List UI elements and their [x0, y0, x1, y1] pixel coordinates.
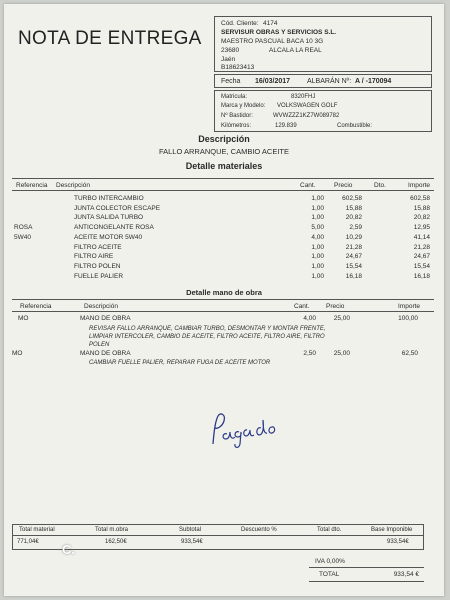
albaran-number: A / -170094	[355, 78, 392, 85]
material-desc: TURBO INTERCAMBIO	[74, 195, 144, 202]
labour-desc: MANO DE OBRA	[80, 350, 131, 357]
material-cant: 1,00	[311, 195, 324, 202]
material-cant: 1,00	[311, 204, 324, 212]
material-row	[4, 262, 444, 272]
material-desc: FUELLE PALIER	[74, 272, 124, 280]
material-importe: 24,67	[413, 253, 430, 261]
mo-col-descripcion: Descripción	[84, 303, 118, 310]
client-company: SERVISUR OBRAS Y SERVICIOS S.L.	[221, 29, 337, 36]
labour-importe: 62,50	[401, 350, 418, 357]
client-province: Jaén	[221, 56, 236, 63]
mo-col-cant: Cant.	[294, 303, 310, 310]
client-code: 4174	[263, 20, 278, 27]
material-desc: ANTICONGELANTE ROSA	[74, 224, 154, 232]
labour-detail: CAMBIAR FUELLE PALIER, REPARAR FUGA DE ACEITE MOTOR	[89, 360, 271, 366]
matricula-label: Matricula:	[221, 94, 248, 100]
material-importe: 16,18	[413, 272, 430, 280]
material-desc: FILTRO POLEN	[74, 262, 121, 270]
albaran-label: ALBARÁN Nº:	[307, 78, 352, 85]
material-desc: JUNTA SALIDA TURBO	[74, 214, 144, 222]
labour-row	[4, 314, 444, 324]
material-importe: 20,82	[413, 214, 430, 222]
labour-importe: 100,00	[398, 315, 418, 322]
material-row	[4, 223, 444, 233]
iva-label: IVA 0,00%	[315, 558, 345, 565]
material-precio: 15,54	[345, 262, 362, 270]
client-box	[214, 16, 432, 72]
material-precio: 2,59	[349, 224, 362, 232]
description-heading: Descripción	[198, 134, 250, 144]
material-ref: ROSA	[14, 224, 33, 232]
material-row	[4, 233, 444, 243]
modelo-value: VOLKSWAGEN GOLF	[277, 103, 338, 109]
fecha-label: Fecha	[221, 78, 241, 85]
labour-heading: Detalle mano de obra	[186, 288, 262, 297]
material-row	[4, 213, 444, 223]
material-importe: 15,54	[413, 262, 430, 270]
material-precio: 15,88	[345, 204, 362, 212]
labour-cant: 2,50	[303, 350, 316, 357]
material-desc: FILTRO AIRE	[74, 253, 114, 261]
material-desc: JUNTA COLECTOR ESCAPE	[74, 204, 161, 212]
material-cant: 4,00	[311, 233, 324, 241]
tot-v-material: 771,04€	[17, 539, 39, 545]
mat-col-dto: Dto.	[374, 182, 386, 189]
material-importe: 15,88	[413, 204, 430, 212]
delivery-note-paper	[4, 4, 444, 596]
labour-precio: 25,00	[333, 350, 350, 357]
material-precio: 16,18	[345, 272, 362, 280]
km-value: 129.839	[275, 123, 297, 129]
client-cif: B18623413	[221, 64, 255, 71]
material-precio: 24,67	[345, 253, 362, 261]
materials-heading: Detalle materiales	[185, 161, 263, 171]
material-precio: 602,58	[342, 195, 362, 202]
labour-row	[4, 349, 444, 359]
labour-precio: 25,00	[333, 315, 350, 322]
vehicle-box	[214, 90, 432, 132]
tot-h-descuento: Descuento %	[241, 527, 277, 533]
material-cant: 1,00	[311, 243, 324, 251]
material-row	[4, 204, 444, 214]
material-cant: 5,00	[311, 224, 324, 232]
material-cant: 1,00	[311, 272, 324, 280]
description-text: FALLO ARRANQUE, CAMBIO ACEITE	[158, 147, 290, 156]
client-postal: 23680	[221, 47, 240, 54]
tot-h-totaldto: Total dto.	[317, 527, 342, 533]
material-row	[4, 272, 444, 282]
client-city: ALCALA LA REAL	[269, 47, 322, 54]
tot-v-base: 933,54€	[387, 539, 409, 545]
tot-h-subtotal: Subtotal	[179, 527, 202, 533]
material-desc: ACEITE MOTOR 5W40	[74, 233, 143, 241]
material-desc: FILTRO ACEITE	[74, 243, 122, 251]
signature-scribble	[209, 408, 281, 452]
material-cant: 1,00	[311, 262, 324, 270]
bastidor-value: WVWZZZ1KZ7W089782	[273, 113, 340, 119]
bastidor-label: Nº Bastidor:	[221, 113, 253, 119]
fecha-value: 16/03/2017	[255, 78, 291, 85]
material-precio: 20,82	[345, 214, 362, 222]
labour-header-row	[12, 299, 434, 312]
material-importe: 21,28	[413, 243, 430, 251]
mat-col-precio: Precio	[334, 182, 353, 189]
labour-detail: REVISAR FALLO ARRANQUE, CAMBIAR TURBO, DESMONTAR Y MONTAR FRENTE, LIMPIAR INTERCOLER, CAMBIO DE ACEITE, FILTRO ACEITE, FILTRO AIRE, FILTRO POLEN	[89, 326, 326, 348]
mo-col-referencia: Referencia	[20, 303, 52, 310]
material-cant: 1,00	[311, 253, 324, 261]
labour-desc: MANO DE OBRA	[80, 315, 131, 322]
total-label: TOTAL	[319, 571, 340, 578]
totals-divider	[13, 535, 423, 536]
labour-ref: MO	[18, 315, 29, 322]
tot-v-subtotal: 933,54€	[181, 539, 203, 545]
combustible-label: Combustible:	[337, 123, 373, 129]
signature	[209, 408, 281, 457]
mo-col-precio: Precio	[326, 303, 345, 310]
labour-cant: 4,00	[303, 315, 316, 322]
total-value: 933,54 €	[393, 571, 419, 578]
stamp-mark: C.	[62, 542, 75, 557]
materials-header-row	[12, 178, 434, 191]
total-underline	[309, 581, 424, 582]
material-row	[4, 252, 444, 262]
material-ref: 5W40	[14, 233, 31, 241]
mat-col-descripcion: Descripción	[56, 182, 90, 189]
material-row	[4, 243, 444, 253]
material-precio: 10,29	[345, 233, 362, 241]
albaran-box	[214, 74, 432, 88]
iva-divider	[309, 567, 424, 568]
km-label: Kilómetros:	[221, 123, 252, 129]
material-row	[4, 194, 444, 204]
tot-h-mobra: Total m.obra	[95, 527, 129, 533]
mo-col-importe: Importe	[398, 303, 421, 310]
modelo-label: Marca y Modelo:	[221, 103, 266, 109]
material-precio: 21,28	[345, 243, 362, 251]
mat-col-referencia: Referencia	[16, 182, 48, 189]
client-code-label: Cód. Cliente:	[221, 20, 259, 27]
material-importe: 602,58	[410, 195, 430, 202]
matricula-value: 8320FHJ	[291, 94, 316, 100]
iva-total-box	[309, 556, 424, 582]
tot-h-material: Total material	[19, 527, 55, 533]
labour-ref: MO	[12, 350, 23, 357]
tot-h-base: Base Imponible	[371, 527, 413, 533]
material-importe: 12,95	[413, 224, 430, 232]
client-street: MAESTRO PASCUAL BACA 10 3G	[221, 38, 324, 45]
mat-col-importe: Importe	[408, 182, 431, 189]
mat-col-cant: Cant.	[300, 182, 316, 189]
document-title: NOTA DE ENTREGA	[18, 28, 202, 49]
tot-v-mobra: 162,50€	[105, 539, 127, 545]
material-cant: 1,00	[311, 214, 324, 222]
material-importe: 41,14	[413, 233, 430, 241]
